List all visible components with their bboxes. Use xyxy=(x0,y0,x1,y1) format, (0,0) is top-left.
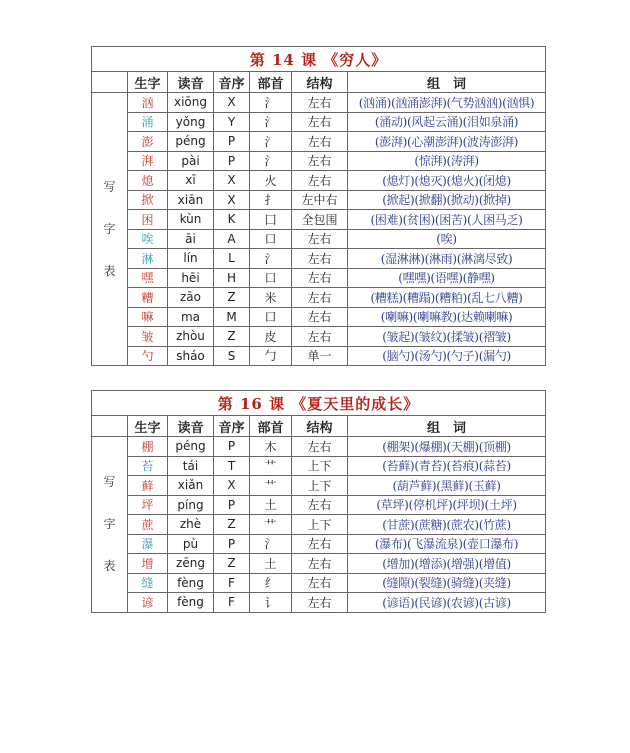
table-row xyxy=(92,93,546,113)
new-character: 皱 xyxy=(128,327,168,347)
structure: 左右 xyxy=(292,495,348,515)
header-words: 组 词 xyxy=(348,416,546,437)
side-label-char: 字 xyxy=(103,222,116,236)
structure: 左右 xyxy=(292,171,348,191)
side-label-char: 写 xyxy=(103,475,116,490)
word-examples: (甘蔗)(蔗糖)(蔗农)(竹蔗) xyxy=(348,515,546,535)
header-order: 音序 xyxy=(214,72,250,93)
header-pinyin: 读音 xyxy=(168,72,214,93)
new-character: 掀 xyxy=(128,190,168,210)
word-examples: (糟糕)(糟蹋)(糟粕)(乱七八糟) xyxy=(348,288,546,308)
new-character: 增 xyxy=(128,554,168,574)
lesson-title: 第 14 课 《穷人》 xyxy=(92,47,546,72)
new-character: 坪 xyxy=(128,495,168,515)
structure: 左右 xyxy=(292,327,348,347)
table-row xyxy=(92,249,546,269)
word-examples: (缝隙)(裂缝)(骑缝)(夹缝) xyxy=(348,573,546,593)
header-structure: 结构 xyxy=(292,416,348,437)
pinyin: pài xyxy=(168,151,214,171)
pinyin: pù xyxy=(168,534,214,554)
word-examples: (增加)(增添)(增强)(增值) xyxy=(348,554,546,574)
lesson-14-body xyxy=(92,47,546,366)
word-examples: (苔藓)(青苔)(苔痕)(蒜苔) xyxy=(348,456,546,476)
pinyin: āi xyxy=(168,229,214,249)
word-examples: (汹涌)(汹涌澎湃)(气势汹汹)(汹惧) xyxy=(348,93,546,113)
new-character: 嘛 xyxy=(128,307,168,327)
structure: 左右 xyxy=(292,554,348,574)
radical: 木 xyxy=(250,437,292,457)
header-row xyxy=(92,72,546,93)
table-row xyxy=(92,151,546,171)
word-examples: (葫芦藓)(黑藓)(玉藓) xyxy=(348,476,546,496)
phonetic-order: S xyxy=(214,346,250,366)
structure: 上下 xyxy=(292,476,348,496)
phonetic-order: T xyxy=(214,456,250,476)
phonetic-order: F xyxy=(214,593,250,613)
structure: 左右 xyxy=(292,437,348,457)
lesson-title: 第 16 课 《夏天里的成长》 xyxy=(92,391,546,416)
header-structure: 结构 xyxy=(292,72,348,93)
word-examples: (脑勺)(汤勺)(勺子)(漏勺) xyxy=(348,346,546,366)
radical: 勹 xyxy=(250,346,292,366)
word-examples: (谚语)(民谚)(农谚)(古谚) xyxy=(348,593,546,613)
phonetic-order: X xyxy=(214,171,250,191)
phonetic-order: M xyxy=(214,307,250,327)
radical: 口 xyxy=(250,307,292,327)
table-row xyxy=(92,171,546,191)
header-char: 生字 xyxy=(128,416,168,437)
word-examples: (皱起)(皱纹)(揉皱)(褶皱) xyxy=(348,327,546,347)
table-row xyxy=(92,476,546,496)
table-row xyxy=(92,495,546,515)
phonetic-order: P xyxy=(214,132,250,152)
pinyin: xiǎn xyxy=(168,476,214,496)
side-label-char: 表 xyxy=(103,559,116,574)
lesson-title-row xyxy=(92,391,546,416)
structure: 左右 xyxy=(292,307,348,327)
pinyin: sháo xyxy=(168,346,214,366)
phonetic-order: F xyxy=(214,573,250,593)
structure: 左中右 xyxy=(292,190,348,210)
header-blank xyxy=(92,72,128,93)
radical: 氵 xyxy=(250,112,292,132)
side-label-char: 写 xyxy=(103,180,116,194)
structure: 左右 xyxy=(292,249,348,269)
structure: 左右 xyxy=(292,112,348,132)
structure: 左右 xyxy=(292,229,348,249)
pinyin: yǒng xyxy=(168,112,214,132)
side-label xyxy=(92,93,128,366)
phonetic-order: Z xyxy=(214,288,250,308)
word-examples: (瀑布)(飞瀑流泉)(壶口瀑布) xyxy=(348,534,546,554)
new-character: 嘿 xyxy=(128,268,168,288)
radical: 艹 xyxy=(250,476,292,496)
radical: 囗 xyxy=(250,210,292,230)
phonetic-order: K xyxy=(214,210,250,230)
word-examples: (涌动)(风起云涌)(泪如泉涌) xyxy=(348,112,546,132)
pinyin: zāo xyxy=(168,288,214,308)
radical: 土 xyxy=(250,495,292,515)
new-character: 湃 xyxy=(128,151,168,171)
radical: 土 xyxy=(250,554,292,574)
radical: 氵 xyxy=(250,151,292,171)
header-pinyin: 读音 xyxy=(168,416,214,437)
word-examples: (唉) xyxy=(348,229,546,249)
pinyin: xī xyxy=(168,171,214,191)
side-label xyxy=(92,437,128,613)
new-character: 汹 xyxy=(128,93,168,113)
structure: 左右 xyxy=(292,593,348,613)
pinyin: tái xyxy=(168,456,214,476)
word-examples: (困难)(贫困)(困苦)(人困马乏) xyxy=(348,210,546,230)
pinyin: zēng xyxy=(168,554,214,574)
word-examples: (熄灯)(熄灭)(熄火)(闭熄) xyxy=(348,171,546,191)
phonetic-order: A xyxy=(214,229,250,249)
pinyin: fèng xyxy=(168,593,214,613)
new-character: 淋 xyxy=(128,249,168,269)
header-words: 组 词 xyxy=(348,72,546,93)
table-row xyxy=(92,456,546,476)
table-row xyxy=(92,307,546,327)
new-character: 缝 xyxy=(128,573,168,593)
pinyin: kùn xyxy=(168,210,214,230)
pinyin: zhè xyxy=(168,515,214,535)
radical: 艹 xyxy=(250,456,292,476)
structure: 左右 xyxy=(292,93,348,113)
new-character: 澎 xyxy=(128,132,168,152)
new-character: 糟 xyxy=(128,288,168,308)
side-label-char: 表 xyxy=(103,264,116,278)
pinyin: xiān xyxy=(168,190,214,210)
radical: 米 xyxy=(250,288,292,308)
phonetic-order: X xyxy=(214,93,250,113)
header-char: 生字 xyxy=(128,72,168,93)
new-character: 谚 xyxy=(128,593,168,613)
table-row xyxy=(92,437,546,457)
header-order: 音序 xyxy=(214,416,250,437)
new-character: 苔 xyxy=(128,456,168,476)
new-character: 涌 xyxy=(128,112,168,132)
phonetic-order: X xyxy=(214,476,250,496)
word-examples: (棚架)(爆棚)(天棚)(顶棚) xyxy=(348,437,546,457)
phonetic-order: P xyxy=(214,495,250,515)
word-examples: (掀起)(掀翻)(掀动)(掀掉) xyxy=(348,190,546,210)
new-character: 蔗 xyxy=(128,515,168,535)
phonetic-order: L xyxy=(214,249,250,269)
table-row xyxy=(92,210,546,230)
pinyin: fèng xyxy=(168,573,214,593)
structure: 单一 xyxy=(292,346,348,366)
structure: 全包围 xyxy=(292,210,348,230)
structure: 左右 xyxy=(292,573,348,593)
phonetic-order: Z xyxy=(214,554,250,574)
pinyin: lín xyxy=(168,249,214,269)
table-row xyxy=(92,534,546,554)
word-examples: (草坪)(停机坪)(坪坝)(土坪) xyxy=(348,495,546,515)
table-row xyxy=(92,593,546,613)
lesson-16-table xyxy=(91,390,546,613)
lesson-16-body xyxy=(92,391,546,613)
table-row xyxy=(92,190,546,210)
phonetic-order: Y xyxy=(214,112,250,132)
radical: 氵 xyxy=(250,249,292,269)
new-character: 藓 xyxy=(128,476,168,496)
pinyin: péng xyxy=(168,132,214,152)
lesson-14-table xyxy=(91,46,546,366)
word-examples: (嘿嘿)(语嘿)(静嘿) xyxy=(348,268,546,288)
table-row xyxy=(92,573,546,593)
phonetic-order: Z xyxy=(214,327,250,347)
pinyin: píng xyxy=(168,495,214,515)
word-examples: (澎湃)(心潮澎湃)(波涛澎湃) xyxy=(348,132,546,152)
new-character: 瀑 xyxy=(128,534,168,554)
new-character: 困 xyxy=(128,210,168,230)
table-row xyxy=(92,112,546,132)
new-character: 棚 xyxy=(128,437,168,457)
structure: 左右 xyxy=(292,534,348,554)
radical: 扌 xyxy=(250,190,292,210)
pinyin: péng xyxy=(168,437,214,457)
structure: 上下 xyxy=(292,456,348,476)
new-character: 熄 xyxy=(128,171,168,191)
phonetic-order: X xyxy=(214,190,250,210)
radical: 皮 xyxy=(250,327,292,347)
structure: 左右 xyxy=(292,288,348,308)
phonetic-order: H xyxy=(214,268,250,288)
header-radical: 部首 xyxy=(250,416,292,437)
radical: 氵 xyxy=(250,93,292,113)
new-character: 唉 xyxy=(128,229,168,249)
radical: 氵 xyxy=(250,132,292,152)
pinyin: zhòu xyxy=(168,327,214,347)
new-character: 勺 xyxy=(128,346,168,366)
phonetic-order: P xyxy=(214,437,250,457)
radical: 氵 xyxy=(250,534,292,554)
header-radical: 部首 xyxy=(250,72,292,93)
table-row xyxy=(92,288,546,308)
phonetic-order: P xyxy=(214,151,250,171)
table-row xyxy=(92,268,546,288)
phonetic-order: P xyxy=(214,534,250,554)
radical: 艹 xyxy=(250,515,292,535)
radical: 口 xyxy=(250,268,292,288)
table-row xyxy=(92,554,546,574)
radical: 纟 xyxy=(250,573,292,593)
pinyin: xiōng xyxy=(168,93,214,113)
structure: 上下 xyxy=(292,515,348,535)
word-examples: (惊湃)(涛湃) xyxy=(348,151,546,171)
table-row xyxy=(92,515,546,535)
radical: 口 xyxy=(250,229,292,249)
table-row xyxy=(92,132,546,152)
phonetic-order: Z xyxy=(214,515,250,535)
structure: 左右 xyxy=(292,151,348,171)
table-row xyxy=(92,327,546,347)
table-row xyxy=(92,346,546,366)
header-blank xyxy=(92,416,128,437)
pinyin: hēi xyxy=(168,268,214,288)
lesson-title-row xyxy=(92,47,546,72)
word-examples: (喇嘛)(喇嘛教)(达赖喇嘛) xyxy=(348,307,546,327)
structure: 左右 xyxy=(292,268,348,288)
pinyin: ma xyxy=(168,307,214,327)
radical: 讠 xyxy=(250,593,292,613)
table-row xyxy=(92,229,546,249)
radical: 火 xyxy=(250,171,292,191)
word-examples: (湿淋淋)(淋雨)(淋漓尽致) xyxy=(348,249,546,269)
structure: 左右 xyxy=(292,132,348,152)
header-row xyxy=(92,416,546,437)
side-label-char: 字 xyxy=(103,517,116,532)
